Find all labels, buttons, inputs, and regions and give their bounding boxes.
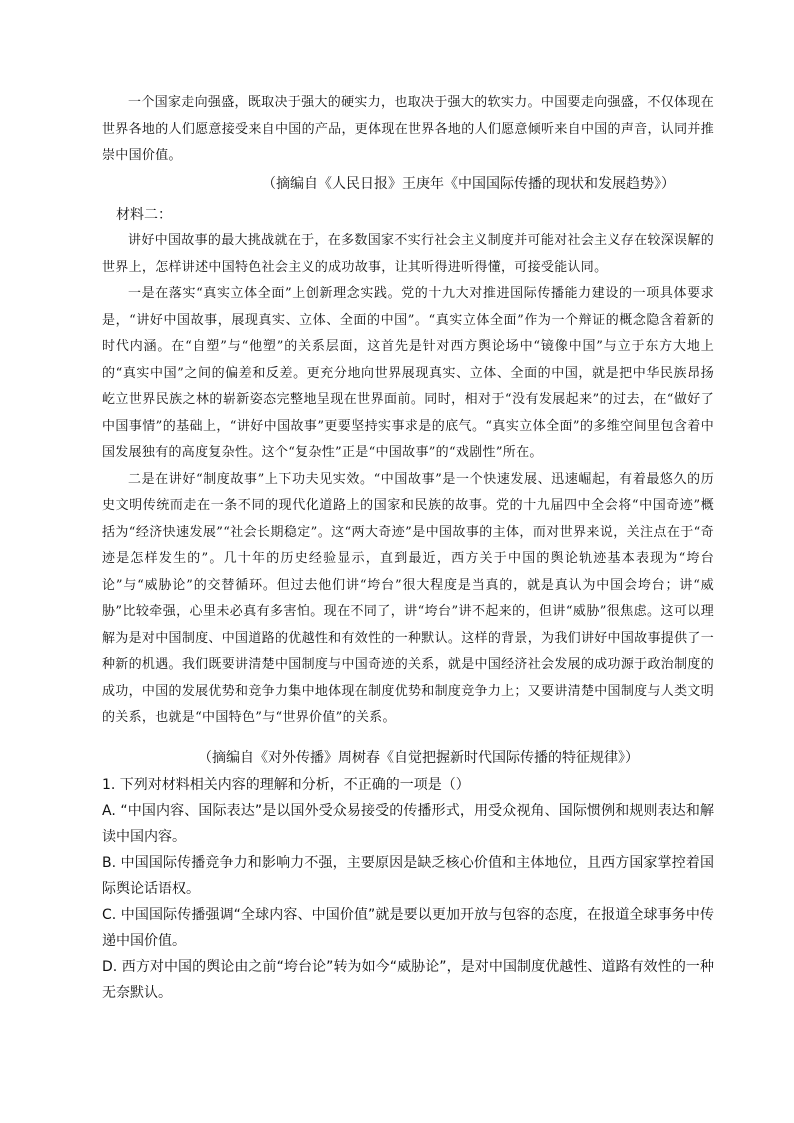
material2-source xyxy=(198,746,718,770)
question-stem: 1. 下列对材料相关内容的理解和分析，不正确的一项是（） xyxy=(102,777,470,793)
option-b[interactable]: B. 中国国际传播竞争力和影响力不强，主要原因是缺乏核心价值和主体地位，且西方国家掌控着国际舆论话语权。 xyxy=(102,855,714,897)
material2-label xyxy=(116,203,728,227)
material2-paragraph-2: 一是在落实“真实立体全面”上创新理念实践。党的十九大对推进国际传播能力建设的一项具体要求是，“讲好中国故事，展现真实、立体、全面的中国”。“真实立体全面”作为一个辩证的概念隐含着新的时代内涵。在“自塑”与“他塑”的关系层面，这首先是针对西方舆论场中“镜像中国”与立于东方大地上的“真实中国”之间的偏差和反差。更充分地向世界展现真实、立体、全面的中国，就是把中华民族昂扬屹立世界民族之林的崭新姿态完整地呈现在世界面前。同时，相对于“没有发展起来”的过去，在“做好了中国事情”的基础上，“讲好中国故事”更要坚持实事求是的底气。“真实立体全面”的多维空间里包含着中国发展独有的高度复杂性。这个“复杂性”正是“中国故事”的“戏剧性”所在。 xyxy=(102,286,714,460)
option-a[interactable]: A. “中国内容、国际表达”是以国外受众易接受的传播形式，用受众视角、国际惯例和规则表达和解读中国内容。 xyxy=(102,803,714,845)
material2-label-text: 材料二： xyxy=(116,207,172,223)
question-section xyxy=(102,772,714,1006)
material2-source-text: （摘编自《对外传播》周树春《自觉把握新时代国际传播的特征规律》） xyxy=(198,750,639,766)
material1-source xyxy=(262,172,702,196)
option-d[interactable]: D. 西方对中国的舆论由之前“垮台论”转为如今“威胁论”，是对中国制度优越性、道路有效性的一种无奈默认。 xyxy=(102,959,714,1001)
material1-source-text: （摘编自《人民日报》王庚年《中国国际传播的现状和发展趋势》） xyxy=(262,176,675,192)
material2-section xyxy=(102,228,714,732)
material2-paragraph-1: 讲好中国故事的最大挑战就在于，在多数国家不实行社会主义制度并可能对社会主义存在较深误解的世界上，怎样讲述中国特色社会主义的成功故事，让其听得进听得懂，可接受能认同。 xyxy=(102,233,714,275)
material1-section xyxy=(102,90,714,170)
option-c[interactable]: C. 中国国际传播强调“全球内容、中国价值”就是要以更加开放与包容的态度，在报道全球事务中传递中国价值。 xyxy=(102,907,714,949)
material1-paragraph: 一个国家走向强盛，既取决于强大的硬实力，也取决于强大的软实力。中国要走向强盛，不仅体现在世界各地的人们愿意接受来自中国的产品，更体现在世界各地的人们愿意倾听来自中国的声音，认同并推崇中国价值。 xyxy=(102,95,714,163)
material2-paragraph-3: 二是在讲好“制度故事”上下功夫见实效。“中国故事”是一个快速发展、迅速崛起，有着最悠久的历史文明传统而走在一条不同的现代化道路上的国家和民族的故事。党的十九届四中全会将“中国奇迹”概括为“经济快速发展”“社会长期稳定”。这“两大奇迹”是中国故事的主体，而对世界来说，关注点在于“奇迹是怎样发生的”。几十年的历史经验显示，直到最近，西方关于中国的舆论轨迹基本表现为“垮台论”与“威胁论”的交替循环。但过去他们讲“垮台”很大程度是当真的，就是真认为中国会垮台；讲“威胁”比较牵强，心里未必真有多害怕。现在不同了，讲“垮台”讲不起来的，但讲“威胁”很焦虑。这可以理解为是对中国制度、中国道路的优越性和有效性的一种默认。这样的背景，为我们讲好中国故事提供了一种新的机遇。我们既要讲清楚中国制度与中国奇迹的关系，就是中国经济社会发展的成功源于政治制度的成功，中国的发展优势和竞争力集中地体现在制度优势和制度竞争力上；又要讲清楚中国制度与人类文明的关系，也就是“中国特色”与“世界价值”的关系。 xyxy=(102,471,714,725)
